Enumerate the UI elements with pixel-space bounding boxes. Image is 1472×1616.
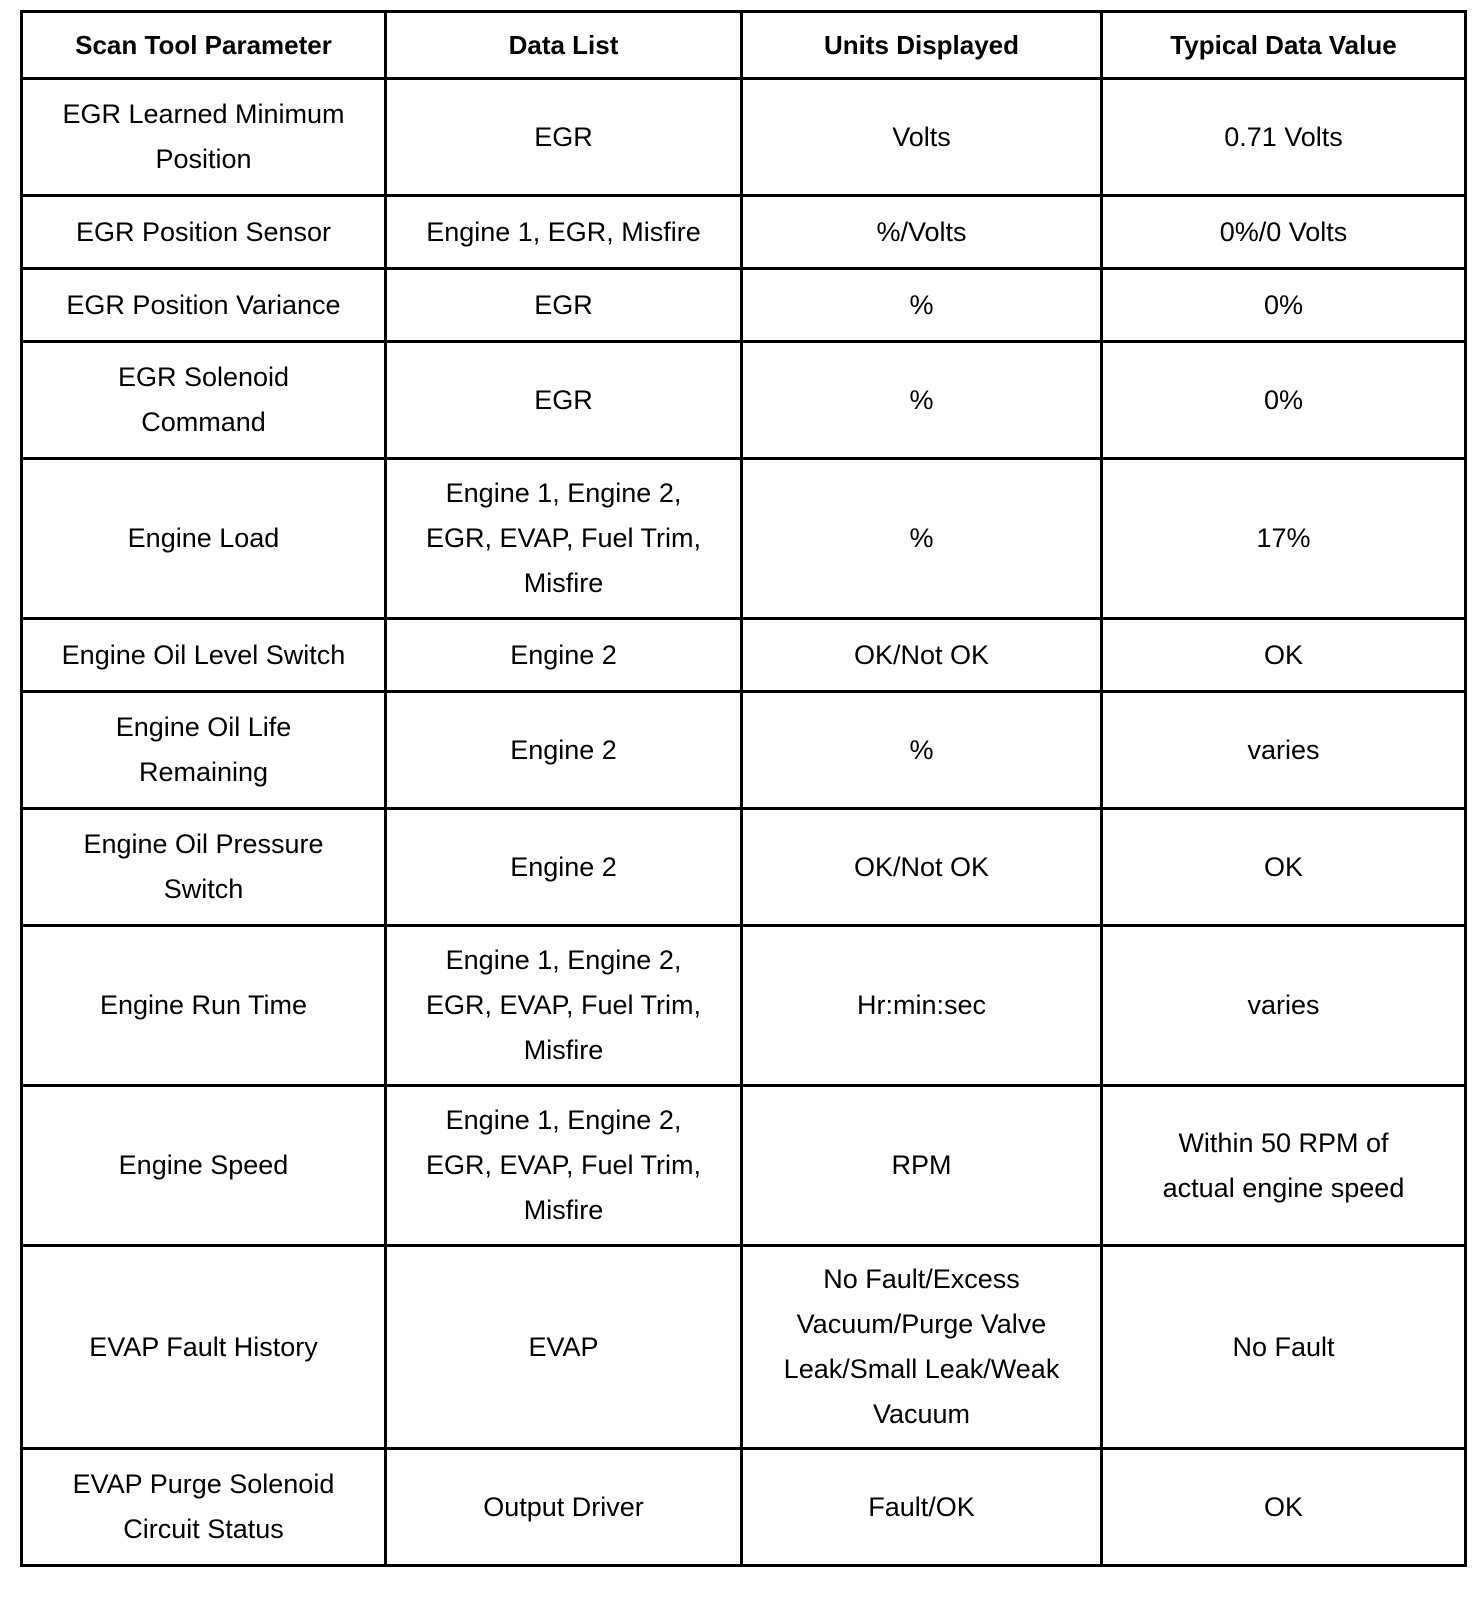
cell-parameter: EGR Learned Minimum Position bbox=[22, 79, 386, 196]
cell-data-list: Engine 2 bbox=[386, 809, 742, 926]
cell-units: %/Volts bbox=[742, 196, 1102, 269]
header-data-list: Data List bbox=[386, 12, 742, 79]
cell-parameter: EGR Position Variance bbox=[22, 269, 386, 342]
cell-units: % bbox=[742, 269, 1102, 342]
table-row bbox=[22, 342, 1466, 459]
cell-data-list: EVAP bbox=[386, 1246, 742, 1449]
table-row bbox=[22, 1086, 1466, 1246]
cell-parameter: Engine Run Time bbox=[22, 926, 386, 1086]
cell-data-list: Output Driver bbox=[386, 1449, 742, 1566]
cell-data-list: Engine 1, Engine 2, EGR, EVAP, Fuel Trim, Misfire bbox=[386, 1086, 742, 1246]
table-row bbox=[22, 619, 1466, 692]
cell-parameter: Engine Oil Pressure Switch bbox=[22, 809, 386, 926]
cell-typical-value: Within 50 RPM of actual engine speed bbox=[1102, 1086, 1466, 1246]
cell-units: Fault/OK bbox=[742, 1449, 1102, 1566]
cell-parameter: EVAP Fault History bbox=[22, 1246, 386, 1449]
cell-data-list: Engine 1, Engine 2, EGR, EVAP, Fuel Trim, Misfire bbox=[386, 459, 742, 619]
table-row bbox=[22, 79, 1466, 196]
cell-parameter: Engine Oil Level Switch bbox=[22, 619, 386, 692]
cell-units: Volts bbox=[742, 79, 1102, 196]
cell-parameter: EGR Solenoid Command bbox=[22, 342, 386, 459]
cell-typical-value: 0.71 Volts bbox=[1102, 79, 1466, 196]
cell-typical-value: 0% bbox=[1102, 342, 1466, 459]
header-typical-data-value: Typical Data Value bbox=[1102, 12, 1466, 79]
cell-units: % bbox=[742, 692, 1102, 809]
cell-typical-value: 17% bbox=[1102, 459, 1466, 619]
cell-typical-value: OK bbox=[1102, 619, 1466, 692]
table-row bbox=[22, 459, 1466, 619]
cell-typical-value: 0%/0 Volts bbox=[1102, 196, 1466, 269]
cell-units: % bbox=[742, 459, 1102, 619]
cell-parameter: EGR Position Sensor bbox=[22, 196, 386, 269]
table-row bbox=[22, 269, 1466, 342]
header-row bbox=[22, 12, 1466, 79]
cell-units: No Fault/Excess Vacuum/Purge Valve Leak/Small Leak/Weak Vacuum bbox=[742, 1246, 1102, 1449]
cell-parameter: Engine Oil Life Remaining bbox=[22, 692, 386, 809]
cell-data-list: Engine 2 bbox=[386, 619, 742, 692]
cell-data-list: Engine 1, EGR, Misfire bbox=[386, 196, 742, 269]
cell-units: OK/Not OK bbox=[742, 809, 1102, 926]
cell-data-list: EGR bbox=[386, 269, 742, 342]
cell-data-list: EGR bbox=[386, 79, 742, 196]
header-units-displayed: Units Displayed bbox=[742, 12, 1102, 79]
scan-tool-data-table bbox=[20, 10, 1467, 1567]
table-row bbox=[22, 926, 1466, 1086]
cell-units: OK/Not OK bbox=[742, 619, 1102, 692]
cell-data-list: Engine 2 bbox=[386, 692, 742, 809]
table-row bbox=[22, 1246, 1466, 1449]
cell-typical-value: No Fault bbox=[1102, 1246, 1466, 1449]
cell-typical-value: varies bbox=[1102, 692, 1466, 809]
table-row bbox=[22, 196, 1466, 269]
cell-typical-value: OK bbox=[1102, 809, 1466, 926]
table-row bbox=[22, 809, 1466, 926]
table-row bbox=[22, 1449, 1466, 1566]
cell-units: Hr:min:sec bbox=[742, 926, 1102, 1086]
cell-units: % bbox=[742, 342, 1102, 459]
cell-data-list: Engine 1, Engine 2, EGR, EVAP, Fuel Trim, Misfire bbox=[386, 926, 742, 1086]
table-row bbox=[22, 692, 1466, 809]
cell-parameter: Engine Speed bbox=[22, 1086, 386, 1246]
cell-units: RPM bbox=[742, 1086, 1102, 1246]
header-scan-tool-parameter: Scan Tool Parameter bbox=[22, 12, 386, 79]
cell-typical-value: varies bbox=[1102, 926, 1466, 1086]
cell-parameter: Engine Load bbox=[22, 459, 386, 619]
cell-typical-value: 0% bbox=[1102, 269, 1466, 342]
cell-parameter: EVAP Purge Solenoid Circuit Status bbox=[22, 1449, 386, 1566]
cell-typical-value: OK bbox=[1102, 1449, 1466, 1566]
cell-data-list: EGR bbox=[386, 342, 742, 459]
